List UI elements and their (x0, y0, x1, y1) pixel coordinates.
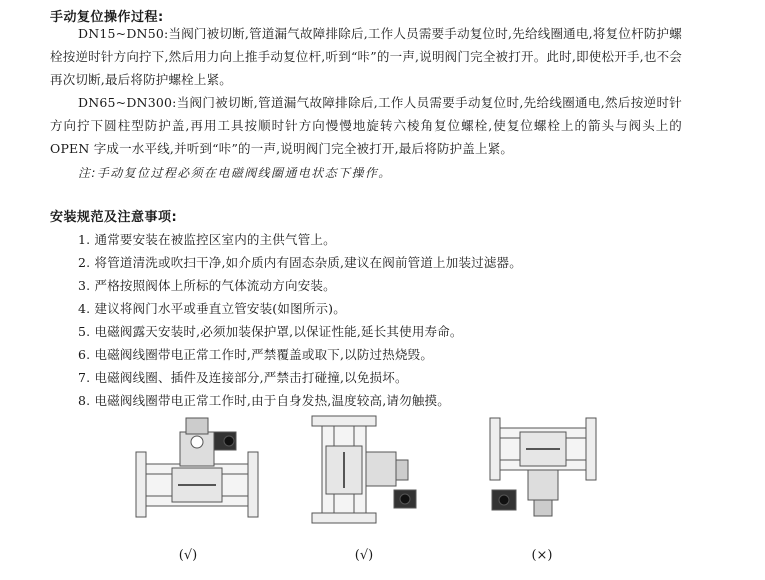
figure-mark-correct: (√) (178, 548, 198, 563)
figure-mark-wrong: (×) (531, 548, 553, 563)
valve-vertical-icon (308, 412, 428, 527)
valve-horizontal-icon (132, 412, 262, 527)
list-item: 4. 建议将阀门水平或垂直立管安装(如图所示)。 (78, 301, 346, 316)
list-item: 1. 通常要安装在被监控区室内的主供气管上。 (78, 232, 336, 247)
installation-list (78, 228, 522, 412)
list-item: 5. 电磁阀露天安装时,必须加装保护罩,以保证性能,延长其使用寿命。 (78, 324, 463, 339)
section-title-manual-reset: 手动复位操作过程: (50, 10, 164, 25)
valve-figure-horizontal (132, 412, 262, 527)
valve-inverted-icon (488, 412, 598, 527)
note-text: 注:手动复位过程必须在电磁阀线圈通电状态下操作。 (78, 166, 392, 180)
list-item: 3. 严格按照阀体上所标的气体流动方向安装。 (78, 278, 336, 293)
figure-mark-correct: (√) (354, 548, 374, 563)
paragraph-dn65-dn300: DN65~DN300:当阀门被切断,管道漏气故障排除后,工作人员需要手动复位时,先给线圈通电,然后按逆时针方向拧下圆柱型防护盖,再用工具按顺时针方向慢慢地旋转六棱角复位螺栓,使复位螺栓上的箭头与阀头上的 OPEN 字成一水平线,并听到“咔”的一声,说明阀门完全被打开,最后将防护盖上紧。 (50, 95, 682, 156)
valve-figure-inverted (488, 412, 598, 527)
list-item: 7. 电磁阀线圈、插件及连接部分,严禁击打碰撞,以免损坏。 (78, 370, 408, 385)
valve-figure-vertical (308, 412, 428, 527)
list-item: 8. 电磁阀线圈带电正常工作时,由于自身发热,温度较高,请勿触摸。 (78, 393, 450, 408)
section-title-installation: 安装规范及注意事项: (50, 210, 178, 225)
list-item: 2. 将管道清洗或吹扫干净,如介质内有固态杂质,建议在阀前管道上加装过滤器。 (78, 255, 522, 270)
list-item: 6. 电磁阀线圈带电正常工作时,严禁覆盖或取下,以防过热烧毁。 (78, 347, 434, 362)
paragraph-dn15-dn50: DN15~DN50:当阀门被切断,管道漏气故障排除后,工作人员需要手动复位时,先给线圈通电,将复位杆防护螺栓按逆时针方向拧下,然后用力向上推手动复位杆,听到“咔”的一声,说明阀门完全被打开。此时,即使松开手,也不会再次切断,最后将防护螺栓上紧。 (50, 26, 682, 87)
